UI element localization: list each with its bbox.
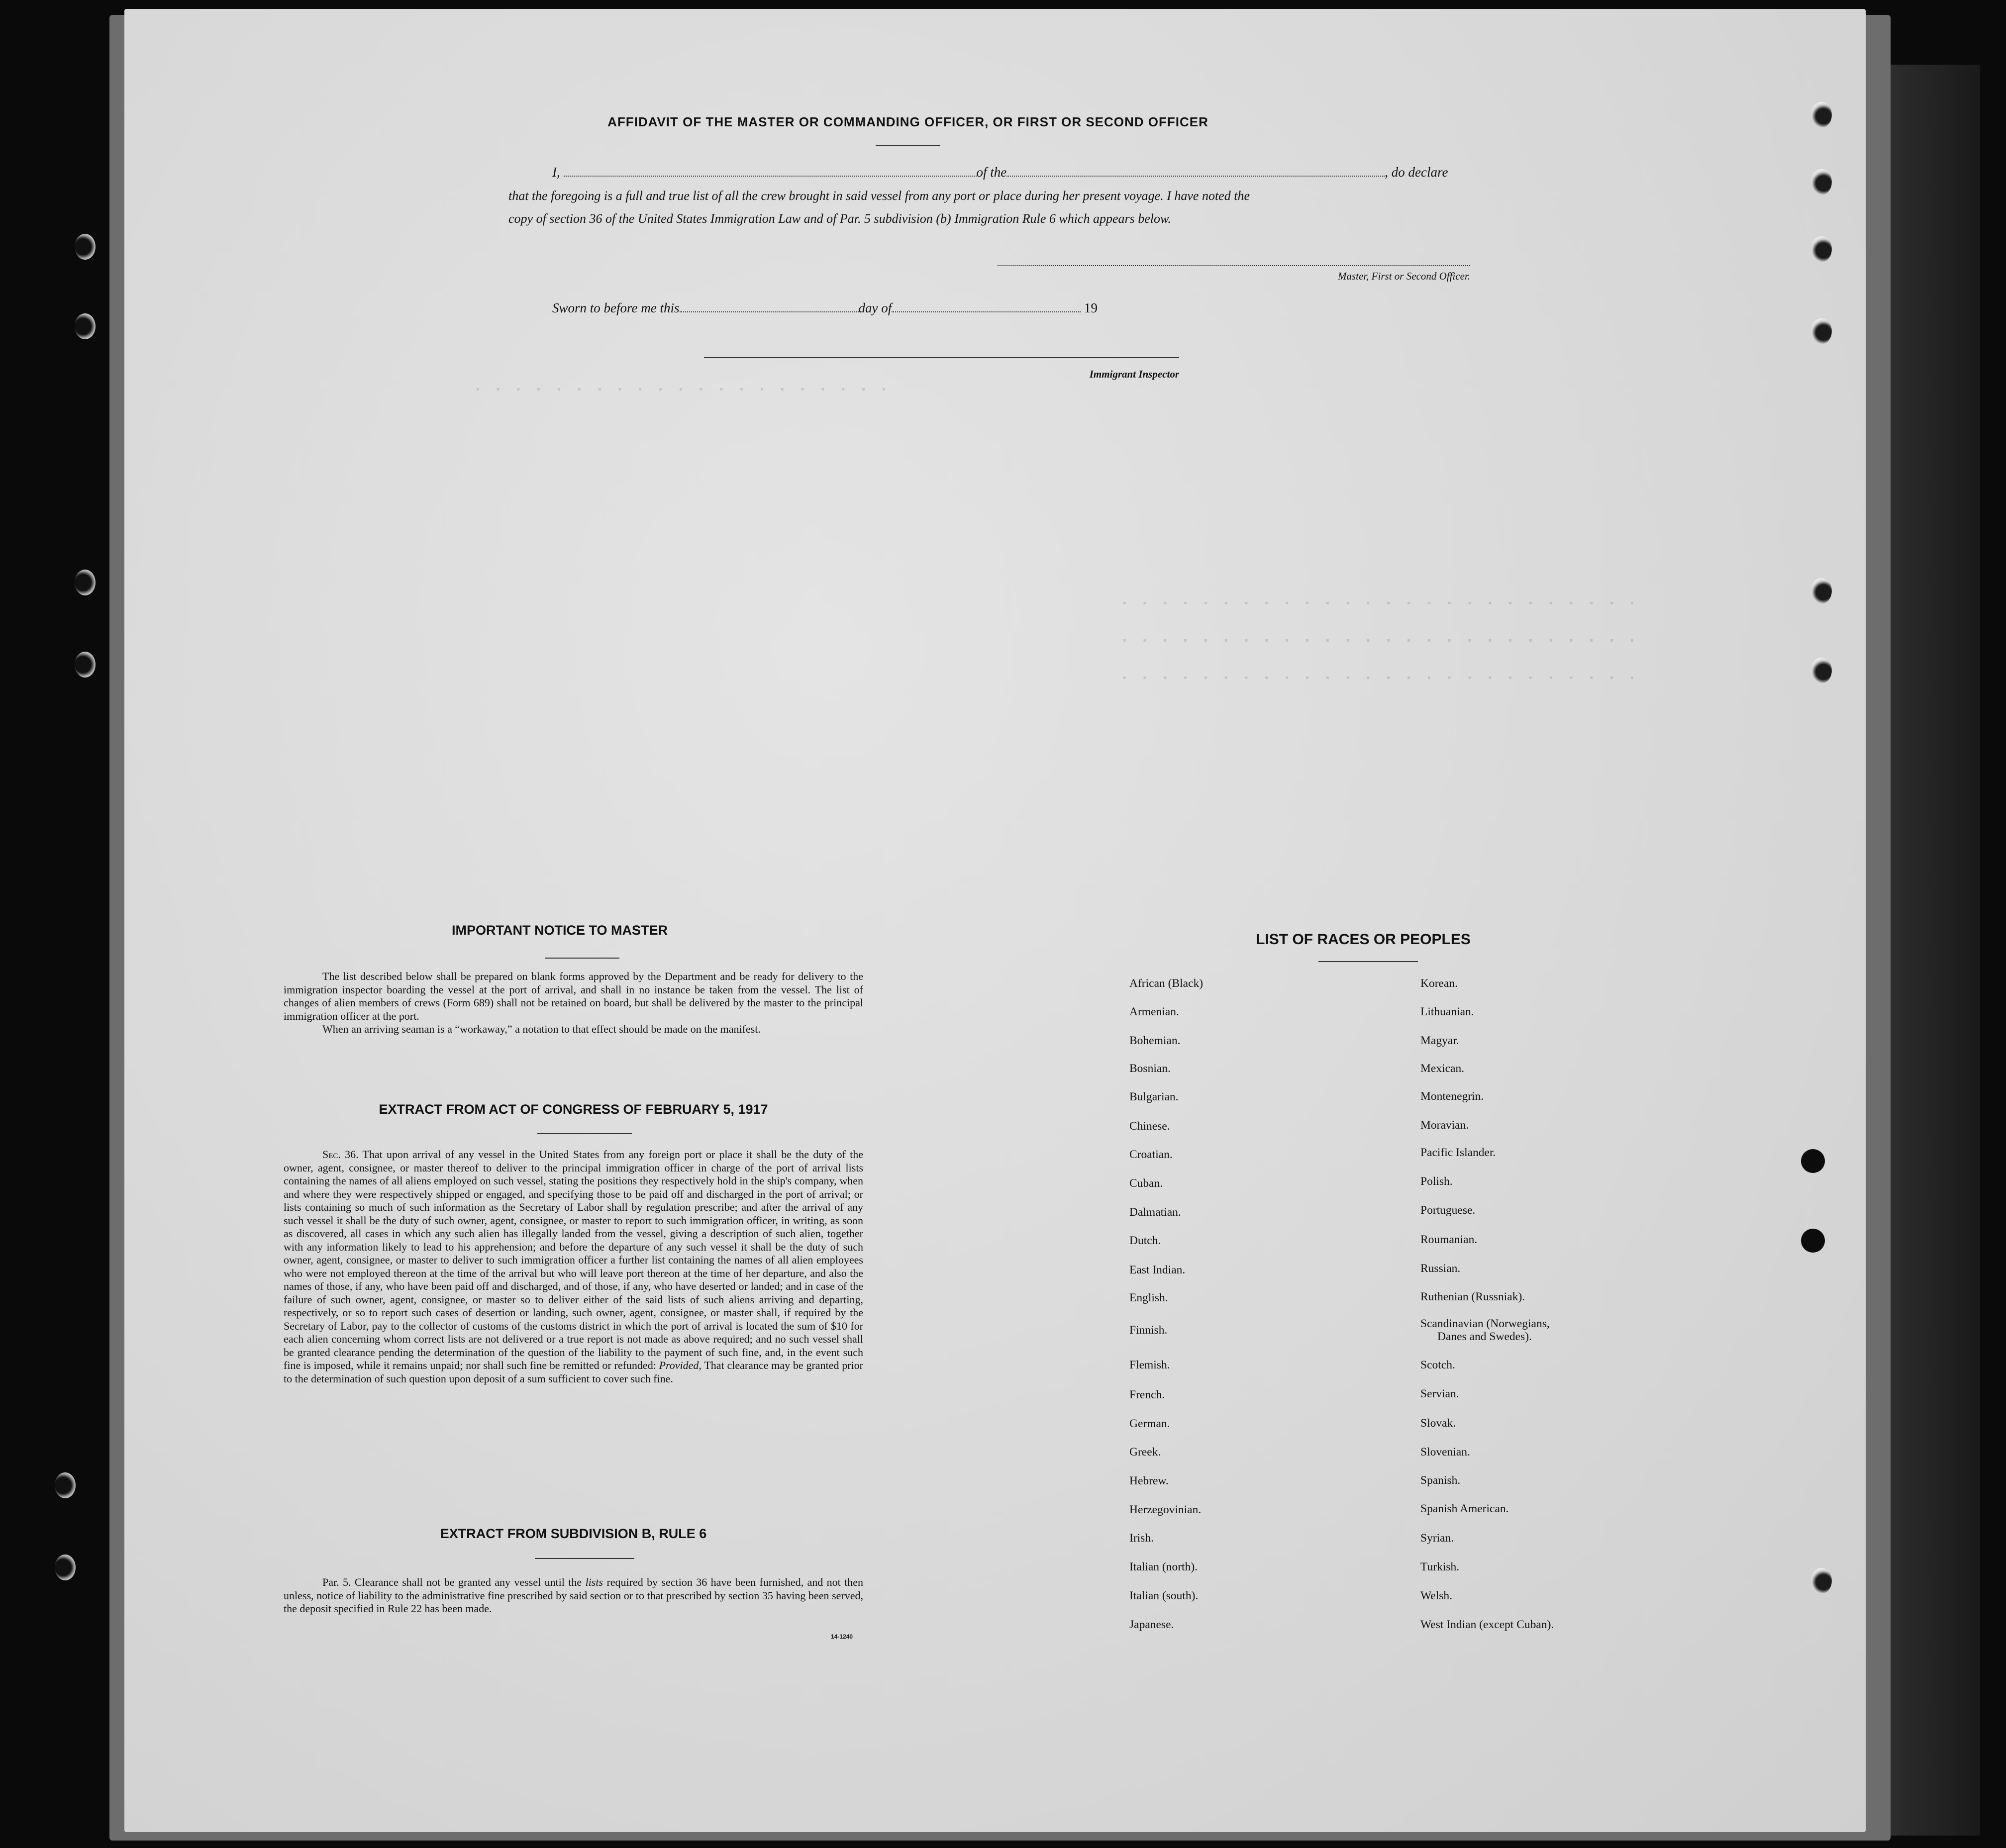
notice-paragraph: When an arriving seaman is a “workaway,” a notation to that effect should be made on the manifest. (322, 1023, 761, 1035)
race-item: Bulgarian. (1129, 1090, 1179, 1103)
affidavit-statement-line: that the foregoing is a full and true list of all the crew brought in said vessel from any port or place during her present voyage. I have noted the (508, 189, 1250, 203)
affidavit-title: AFFIDAVIT OF THE MASTER OR COMMANDING OFFICER, OR FIRST OR SECOND OFFICER (607, 114, 1208, 129)
race-item: West Indian (except Cuban). (1420, 1618, 1554, 1631)
race-item: Servian. (1420, 1387, 1459, 1400)
sworn-year-label: 19 (1084, 300, 1098, 315)
punch-hole (1811, 1568, 1832, 1594)
vessel-label: of the (976, 165, 1007, 180)
master-signature-label: Master, First or Second Officer. (1338, 270, 1470, 282)
race-item: Dutch. (1129, 1234, 1161, 1247)
race-item: Scandinavian (Norwegians, (1420, 1317, 1550, 1330)
race-item: Spanish American. (1420, 1502, 1509, 1515)
declare-label: , do declare (1385, 165, 1448, 180)
race-item: Russian. (1420, 1262, 1461, 1275)
divider (545, 958, 619, 959)
race-item: Chinese. (1129, 1120, 1170, 1133)
sworn-label: Sworn to before me this (552, 300, 680, 315)
punch-hole (1811, 102, 1832, 128)
race-item: German. (1129, 1417, 1170, 1430)
declarant-label: I, (552, 165, 560, 180)
rule-extract-title: EXTRACT FROM SUBDIVISION B, RULE 6 (440, 1526, 707, 1541)
punch-hole (75, 570, 96, 595)
race-item: Syrian. (1420, 1532, 1454, 1545)
race-item: Armenian. (1129, 1005, 1179, 1018)
punch-hole (75, 652, 96, 678)
races-right-column (1420, 968, 1769, 1664)
race-item: Finnish. (1129, 1324, 1168, 1337)
race-item: Hebrew. (1129, 1474, 1169, 1487)
race-item: Magyar. (1420, 1034, 1459, 1047)
race-item: Welsh. (1420, 1589, 1453, 1602)
race-item: Greek. (1129, 1446, 1161, 1459)
race-item: Moravian. (1420, 1119, 1469, 1132)
divider (876, 145, 940, 146)
race-item: Irish. (1129, 1532, 1154, 1545)
notice-body (284, 970, 863, 1036)
punch-hole (1811, 169, 1832, 195)
race-item: Bosnian. (1129, 1062, 1171, 1075)
divider (537, 1133, 632, 1134)
act-extract-title: EXTRACT FROM ACT OF CONGRESS OF FEBRUARY 5, 1917 (379, 1102, 768, 1117)
punch-hole (1811, 236, 1832, 262)
race-item: Flemish. (1129, 1359, 1170, 1371)
bleed-through-text: . . . . . . . . . . . . . . . . . . . . . . . . . . (1119, 666, 1637, 684)
punch-hole (55, 1555, 76, 1580)
day-of-label: day of (858, 300, 892, 315)
inspector-signature-line[interactable] (704, 357, 1179, 358)
punch-hole (1811, 578, 1832, 604)
punch-hole (75, 313, 96, 339)
notice-title: IMPORTANT NOTICE TO MASTER (452, 923, 668, 938)
race-item: Croatian. (1129, 1148, 1173, 1161)
sworn-line (552, 294, 1098, 322)
punch-hole (1811, 318, 1832, 344)
master-signature-line[interactable] (998, 265, 1470, 266)
race-item: Ruthenian (Russniak). (1420, 1290, 1525, 1303)
race-item: Spanish. (1420, 1474, 1461, 1487)
punch-hole (1811, 658, 1832, 683)
rule-extract-body (284, 1576, 863, 1616)
declarant-name-field[interactable] (564, 165, 977, 177)
race-item: Scotch. (1420, 1359, 1455, 1371)
rule-extract-text-end: required by section 36 have been furnished, and not then unless, notice of liability to the administrative fine prescribed by said section or to that prescribed by section 35 having been served, the deposit specified in Rule 22 has been made. (284, 1576, 864, 1615)
race-item: Cuban. (1129, 1177, 1163, 1190)
race-item: English. (1129, 1291, 1168, 1304)
divider (1318, 961, 1418, 962)
rule-extract-text: Par. 5. Clearance shall not be granted any vessel until the (322, 1576, 582, 1588)
punch-hole (75, 234, 96, 260)
bleed-through-text: . . . . . . . . . . . . . . . . . . . . . (473, 377, 889, 396)
punch-hole (1801, 1229, 1825, 1253)
bleed-through-text: . . . . . . . . . . . . . . . . . . . . . . . . . . (1119, 628, 1637, 647)
race-item: Pacific Islander. (1420, 1146, 1496, 1159)
divider (535, 1558, 634, 1559)
proviso-word: Provided, (659, 1359, 702, 1371)
race-item: Polish. (1420, 1175, 1453, 1188)
races-title: LIST OF RACES OR PEOPLES (1256, 931, 1471, 948)
race-item: Danes and Swedes). (1437, 1330, 1532, 1343)
race-item: Italian (south). (1129, 1589, 1199, 1602)
races-left-column (1129, 968, 1428, 1664)
section-label: Sec. 36. (322, 1148, 359, 1161)
race-item: Korean. (1420, 977, 1458, 990)
affidavit-statement-line: copy of section 36 of the United States Immigration Law and of Par. 5 subdivision (b) Immigration Rule 6 which appears below. (508, 211, 1171, 226)
race-item: Slovenian. (1420, 1446, 1470, 1459)
race-item: Lithuanian. (1420, 1005, 1474, 1018)
act-extract-text-end: That clearance may be granted prior to the determination of such question upon deposit of a sum sufficient to cover such fine. (284, 1359, 864, 1385)
race-item: Portuguese. (1420, 1204, 1476, 1217)
race-item: Herzegovinian. (1129, 1503, 1202, 1516)
race-item: Slovak. (1420, 1417, 1456, 1430)
race-item: East Indian. (1129, 1264, 1186, 1276)
race-item: Japanese. (1129, 1618, 1174, 1631)
race-item: Bohemian. (1129, 1034, 1181, 1047)
punch-hole (1801, 1149, 1825, 1173)
notice-paragraph: The list described below shall be prepared on blank forms approved by the Department and be ready for delivery to the immigration inspector boarding the vessel at the port of arrival, and shall in no instance be taken from the vessel. The list of changes of alien members of crews (Form 689) shall not be retained on board, but shall be delivered by the master to the principal immigration officer at the port. (284, 970, 863, 1022)
act-extract-text: That upon arrival of any vessel in the United States from any foreign port or place it shall be the duty of the owner, agent, consignee, or master thereof to deliver to the principal immigration officer in charge of the port of arrival lists containing the names of all aliens employed on such vessel, stating the positions they respectively hold in the ship's company, when and where they were respectively shipped or engaged, and specifying those to be paid off and discharged in the port of arrival; or lists containing so much of such information as the Secretary of Labor shall by regulation prescribe; and after the arrival of any such vessel it shall be the duty of such owner, agent, consignee, or master to report to such immigration officer, in writing, as soon as discovered, all cases in which any such alien has illegally landed from the vessel, giving a description of such alien, together with any information likely to lead to his apprehension; and before the departure of any such vessel it shall be the duty of such owner, agent, consignee, or master to deliver to such immigration officer a further list containing the names of all alien employees who were not employed thereon at the time of the arrival but who will leave port thereon at the time of her departure, and also the names of those, if any, who have been paid off and discharged, and of those, if any, who have deserted or landed; and in case of the failure of such owner, agent, consignee, or master so to deliver either of the said lists of such aliens arriving and departing, respectively, or so to report such cases of desertion or landing, such owner, agent, consignee, or master shall, if required by the Secretary of Labor, pay to the collector of customs of the customs district in which the port of arrival is located the sum of $10 for each alien concerning whom correct lists are not delivered or a true report is not made as above required; and no such vessel shall be granted clearance pending the determination of the question of the liability to the payment of such fine, and, in the event such fine is imposed, while it remains unpaid; nor shall such fine be remitted or refunded: (284, 1148, 863, 1371)
race-item: Montenegrin. (1420, 1090, 1484, 1103)
vessel-name-field[interactable] (1006, 165, 1385, 177)
race-item: African (Black) (1129, 977, 1204, 990)
form-number: 14-1240 (831, 1633, 853, 1640)
act-extract-body (284, 1148, 863, 1385)
lists-word: lists (585, 1576, 603, 1588)
bleed-through-text: . . . . . . . . . . . . . . . . . . . . . . . . . . (1119, 591, 1637, 610)
race-item: Mexican. (1420, 1062, 1465, 1075)
race-item: Dalmatian. (1129, 1206, 1181, 1219)
inspector-label: Immigrant Inspector (1089, 368, 1179, 380)
race-item: Italian (north). (1129, 1560, 1198, 1573)
race-item: Turkish. (1420, 1560, 1460, 1573)
sworn-month-field[interactable] (892, 300, 1081, 312)
sworn-day-field[interactable] (680, 300, 859, 312)
race-item: French. (1129, 1388, 1165, 1401)
race-item: Roumanian. (1420, 1233, 1478, 1246)
punch-hole (55, 1472, 76, 1498)
